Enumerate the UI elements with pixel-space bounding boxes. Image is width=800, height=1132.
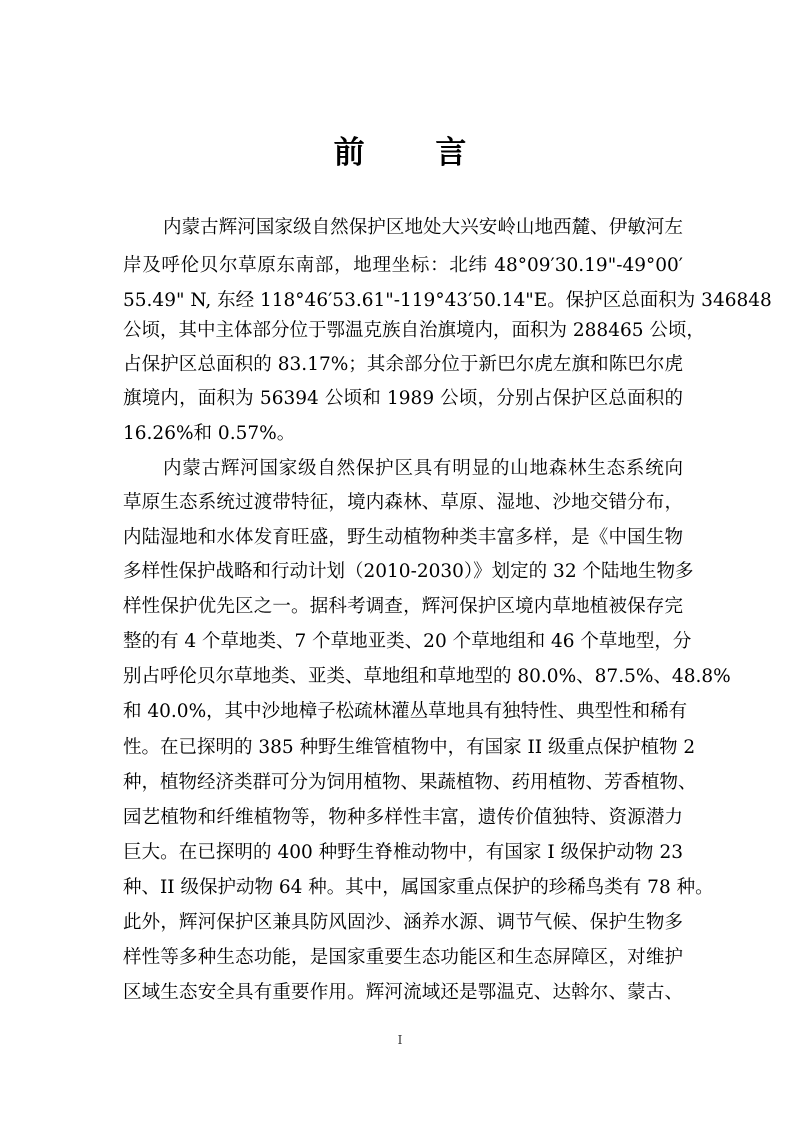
paragraph-line: 内蒙古辉河国家级自然保护区地处大兴安岭山地西麓、伊敏河左 — [163, 217, 683, 238]
paragraph-line: 巨大。在已探明的 400 种野生脊椎动物中，有国家 I 级保护动物 23 — [123, 842, 683, 863]
paragraph-line: 多样性保护战略和行动计划（2010-2030）》划定的 32 个陆地生物多 — [123, 561, 694, 582]
paragraph-line: 占保护区总面积的 83.17%；其余部分位于新巴尔虎左旗和陈巴尔虎 — [123, 354, 683, 375]
paragraph-line: 样性等多种生态功能，是国家重要生态功能区和生态屏障区，对维护 — [123, 947, 683, 968]
paragraph-line: 55.49" N, 东经 118°46′53.61"-119°43′50.14"E。保护区总面积为 346848 — [123, 290, 772, 311]
paragraph-line: 公顷，其中主体部分位于鄂温克族自治旗境内，面积为 288465 公顷， — [123, 320, 705, 341]
paragraph-line: 样性保护优先区之一。据科考调查，辉河保护区境内草地植被保存完 — [123, 596, 683, 617]
paragraph-line: 别占呼伦贝尔草地类、亚类、草地组和草地型的 80.0%、87.5%、48.8% — [123, 666, 731, 687]
page-number: I — [397, 1033, 403, 1047]
paragraph-line: 16.26%和 0.57%。 — [123, 423, 296, 444]
page-title: 前 言 — [333, 135, 497, 171]
paragraph-line: 种、II 级保护动物 64 种。其中，属国家重点保护的珍稀鸟类有 78 种。 — [123, 877, 714, 898]
paragraph-line: 此外，辉河保护区兼具防风固沙、涵养水源、调节气候、保护生物多 — [123, 912, 683, 933]
paragraph-line: 内蒙古辉河国家级自然保护区具有明显的山地森林生态系统向 — [163, 458, 683, 479]
paragraph-line: 整的有 4 个草地类、7 个草地亚类、20 个草地组和 46 个草地型，分 — [123, 631, 692, 652]
paragraph-line: 草原生态系统过渡带特征，境内森林、草原、湿地、沙地交错分布， — [123, 492, 683, 513]
paragraph-line: 区域生态安全具有重要作用。辉河流域还是鄂温克、达斡尔、蒙古、 — [123, 982, 683, 1003]
paragraph-line: 旗境内，面积为 56394 公顷和 1989 公顷，分别占保护区总面积的 — [123, 388, 683, 409]
paragraph-line: 种，植物经济类群可分为饲用植物、果蔬植物、药用植物、芳香植物、 — [123, 772, 697, 793]
paragraph-line: 岸及呼伦贝尔草原东南部，地理坐标：北纬 48°09′30.19"-49°00′ — [123, 255, 683, 276]
paragraph-line: 园艺植物和纤维植物等，物种多样性丰富，遗传价值独特、资源潜力 — [123, 807, 683, 828]
paragraph-line: 性。在已探明的 385 种野生维管植物中，有国家 II 级重点保护植物 2 — [123, 737, 696, 758]
paragraph-line: 内陆湿地和水体发育旺盛，野生动植物种类丰富多样，是《中国生物 — [123, 527, 683, 548]
paragraph-line: 和 40.0%，其中沙地樟子松疏林灌丛草地具有独特性、典型性和稀有 — [123, 701, 688, 722]
